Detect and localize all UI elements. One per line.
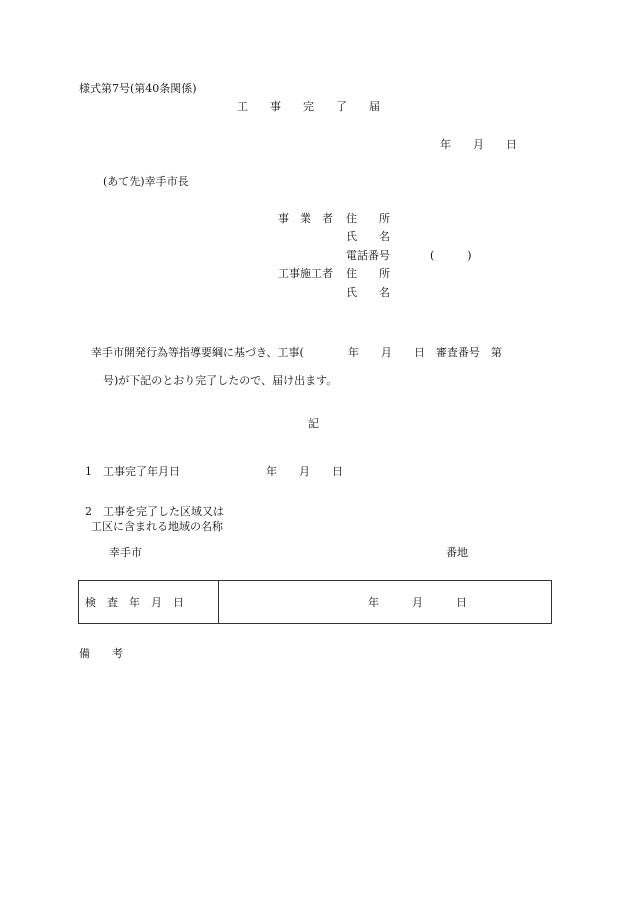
item2-line-2: 工区に含まれる地域の名称 — [91, 520, 223, 533]
form-number: 様式第7号(第40条関係) — [79, 82, 197, 95]
date-line: 年 月 日 — [440, 138, 517, 151]
remarks-label: 備 考 — [79, 647, 123, 660]
applicant-phone-parens: ( ) — [430, 249, 472, 262]
body-line-2: 号)が下記のとおり完了したので、届け出ます。 — [103, 374, 338, 387]
ki-heading: 記 — [308, 417, 319, 430]
item1-label: 1 工事完了年月日 — [85, 465, 180, 478]
banchi-label: 番地 — [446, 546, 468, 559]
contractor-name-label: 氏 名 — [346, 286, 390, 299]
applicant-address-label: 住 所 — [346, 212, 390, 225]
applicant-role-label: 事 業 者 — [278, 212, 333, 225]
inspection-label: 検 査 年 月 日 — [85, 596, 184, 609]
item1-date: 年 月 日 — [266, 465, 343, 478]
inspection-divider — [218, 581, 219, 623]
contractor-role-label: 工事施工者 — [278, 267, 333, 280]
applicant-name-label: 氏 名 — [346, 230, 390, 243]
contractor-address-label: 住 所 — [346, 267, 390, 280]
city-name: 幸手市 — [109, 546, 142, 559]
body-line-1: 幸手市開発行為等指導要綱に基づき、工事( 年 月 日 審査番号 第 — [91, 346, 502, 359]
addressee: (あて先)幸手市長 — [103, 175, 189, 188]
item2-line-1: 2 工事を完了した区域又は — [85, 505, 224, 518]
page-title: 工 事 完 了 届 — [237, 100, 380, 113]
inspection-date: 年 月 日 — [368, 596, 467, 609]
applicant-phone-label: 電話番号 — [346, 249, 390, 262]
